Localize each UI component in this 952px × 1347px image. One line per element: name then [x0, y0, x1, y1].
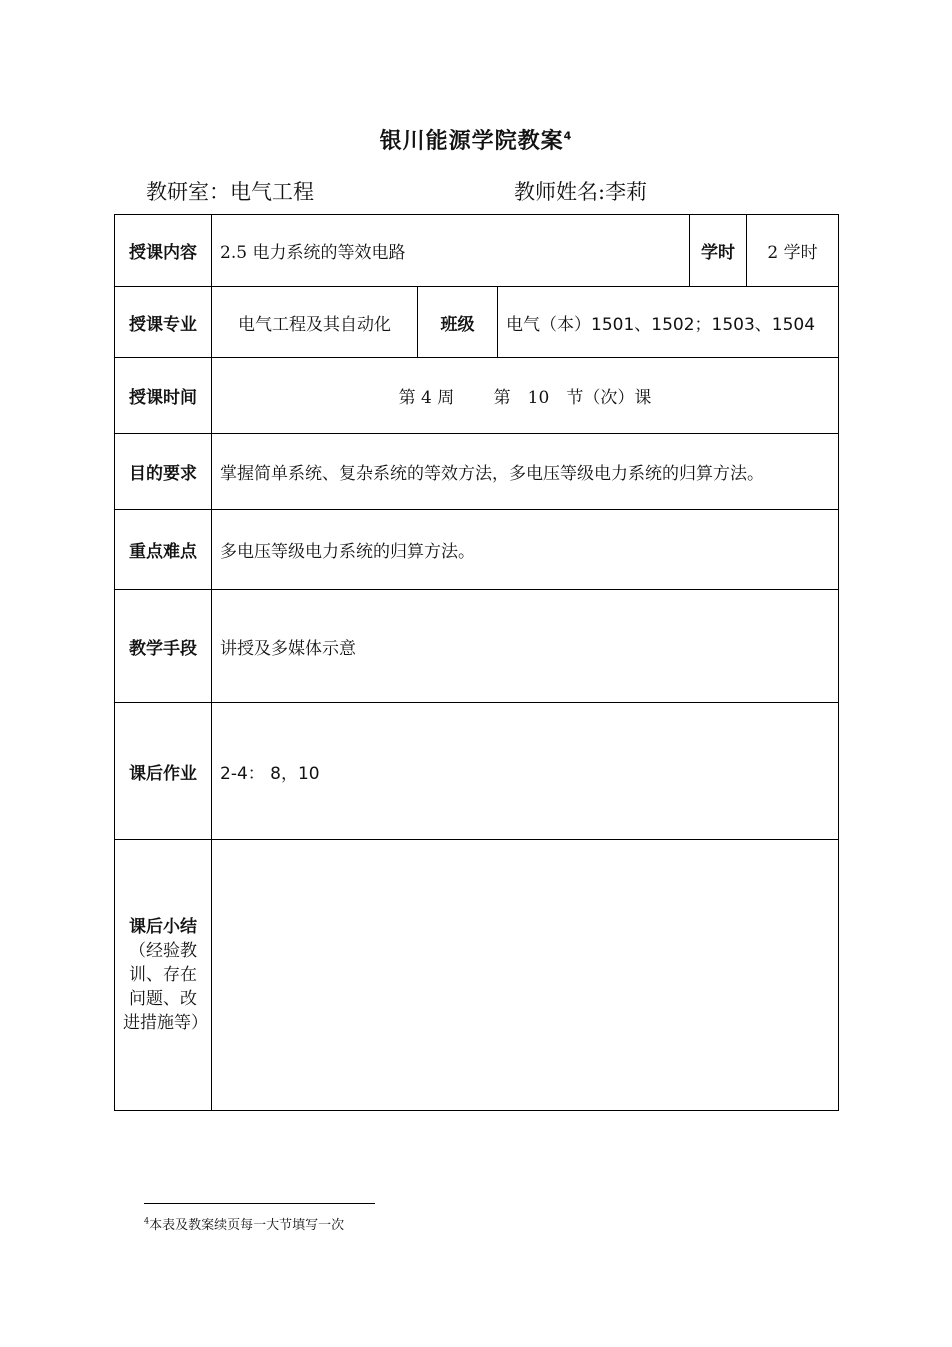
hours-value: 2 学时 — [747, 215, 839, 287]
major-label: 授课专业 — [115, 287, 212, 358]
goal-value: 掌握简单系统、复杂系统的等效方法，多电压等级电力系统的归算方法。 — [212, 434, 839, 510]
document-title: 银川能源学院教案$^4$ — [379, 129, 573, 154]
goal-label: 目的要求 — [115, 434, 212, 510]
table-row — [115, 840, 839, 1111]
table-row — [115, 434, 839, 510]
table-row — [115, 358, 839, 434]
summary-label: 课后小结 — [129, 917, 197, 937]
footnote-divider — [144, 1203, 375, 1204]
hours-label: 学时 — [690, 215, 747, 287]
table-row — [115, 510, 839, 590]
table-row — [115, 590, 839, 703]
summary-value[interactable] — [212, 840, 839, 1111]
content-label: 授课内容 — [115, 215, 212, 287]
department-field: 教研室：电气工程 — [146, 180, 314, 204]
homework-value: 2-4： 8，10 — [212, 703, 839, 840]
key-value: 多电压等级电力系统的归算方法。 — [212, 510, 839, 590]
teacher-field: 教师姓名:李莉 — [514, 180, 648, 204]
footnote-mark: 4 — [144, 1216, 150, 1226]
method-label: 教学手段 — [115, 590, 212, 703]
table-row — [115, 287, 839, 358]
title-footnote-ref: 4 — [563, 129, 573, 143]
key-label: 重点难点 — [115, 510, 212, 590]
major-value: 电气工程及其自动化 — [212, 287, 418, 358]
summary-note: （经验教训、存在问题、改进措施等） — [123, 941, 208, 1033]
class-label: 班级 — [418, 287, 498, 358]
table-row — [115, 215, 839, 287]
time-label: 授课时间 — [115, 358, 212, 434]
table-row — [115, 703, 839, 840]
summary-label-cell — [115, 840, 212, 1111]
class-value: 电气（本）1501、1502；1503、1504 — [498, 287, 839, 358]
time-value: 第 4 周 第 10 节（次）课 — [212, 358, 839, 434]
footnote — [144, 1214, 344, 1233]
homework-label: 课后作业 — [115, 703, 212, 840]
footnote-text: 本表及教案续页每一大节填写一次 — [149, 1218, 345, 1233]
lesson-plan-table — [114, 214, 839, 1111]
method-value: 讲授及多媒体示意 — [212, 590, 839, 703]
content-value: 2.5 电力系统的等效电路 — [212, 215, 690, 287]
